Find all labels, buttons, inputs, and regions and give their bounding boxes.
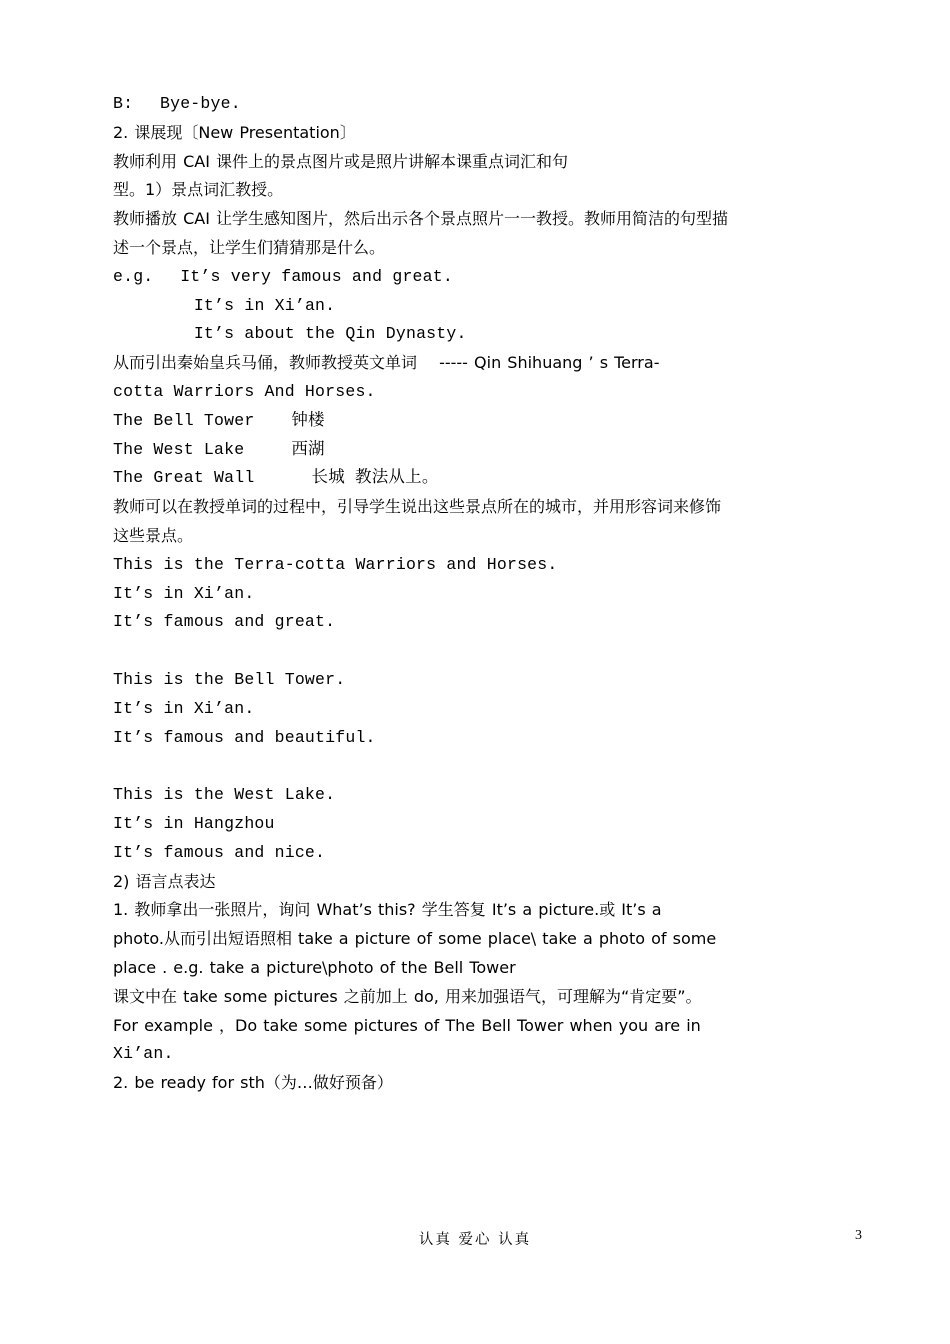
text-line: 教师可以在教授单词的过程中，引导学生说出这些景点所在的城市，并用形容词来修饰 [113,497,722,517]
blank-line [113,752,843,781]
text-line: 型。1）景点词汇教授。 [113,180,284,200]
text-line: The West Lake 西湖 [113,439,325,459]
document-body [113,90,843,1098]
footer-center-text: 认真 爱心 认真 [418,1232,532,1248]
text-line: It’s about the Qin Dynasty. [113,324,467,344]
text-line: 从而引出秦始皇兵马俑，教师教授英文单词 ----- Qin Shihuang ’ s Terra- [113,353,660,373]
blank-line [113,637,843,666]
text-line: This is the West Lake. [113,785,336,805]
text-line: It’s in Xi’an. [113,583,255,603]
text-line: 述一个景点，让学生们猜猜那是什么。 [113,237,386,257]
text-line: B: Bye-bye. [113,94,241,113]
text-line: It’s in Hangzhou [113,813,275,833]
text-line: 课文中在 take some pictures 之前加上 do, 用来加强语气，可理解为“肯定要”。 [113,986,702,1006]
text-line: 教师播放 CAI 让学生感知图片，然后出示各个景点照片一一教授。教师用简洁的句型描 [113,209,729,229]
text-line: This is the Terra-cotta Warriors and Horses. [113,554,558,574]
text-line: It’s in Xi’an. [113,295,336,315]
text-line: The Great Wall 长城 教法从上。 [113,468,439,488]
text-line: The Bell Tower 钟楼 [113,410,325,430]
text-line: 2. 课展现〔New Presentation〕 [113,122,356,142]
text-line: 这些景点。 [113,525,194,545]
text-line: 1. 教师拿出一张照片，询问 What’s this? 学生答复 It’s a picture.或 It’s a [113,900,662,920]
text-line: 2) 语言点表达 [113,871,216,891]
text-line: It’s in Xi’an. [113,698,255,718]
text-line: e.g. It’s very famous and great. [113,266,453,286]
text-line: cotta Warriors And Horses. [113,381,376,401]
text-line: Xi’an. [113,1044,174,1064]
text-line: 教师利用 CAI 课件上的景点图片或是照片讲解本课重点词汇和句 [113,151,569,171]
text-line: It’s famous and nice. [113,842,326,862]
text-line: photo.从而引出短语照相 take a picture of some place\ take a photo of some [113,929,717,949]
text-line: It’s famous and great. [113,612,336,632]
text-line: 2. be ready for sth（为…做好预备） [113,1073,393,1093]
text-line: place . e.g. take a picture\photo of the Bell Tower [113,957,516,977]
text-line: It’s famous and beautiful. [113,727,376,747]
page-number: 3 [855,1228,862,1243]
text-line: This is the Bell Tower. [113,669,346,689]
page-footer [0,1228,950,1258]
text-line: For example ，Do take some pictures of The Bell Tower when you are in [113,1015,701,1035]
